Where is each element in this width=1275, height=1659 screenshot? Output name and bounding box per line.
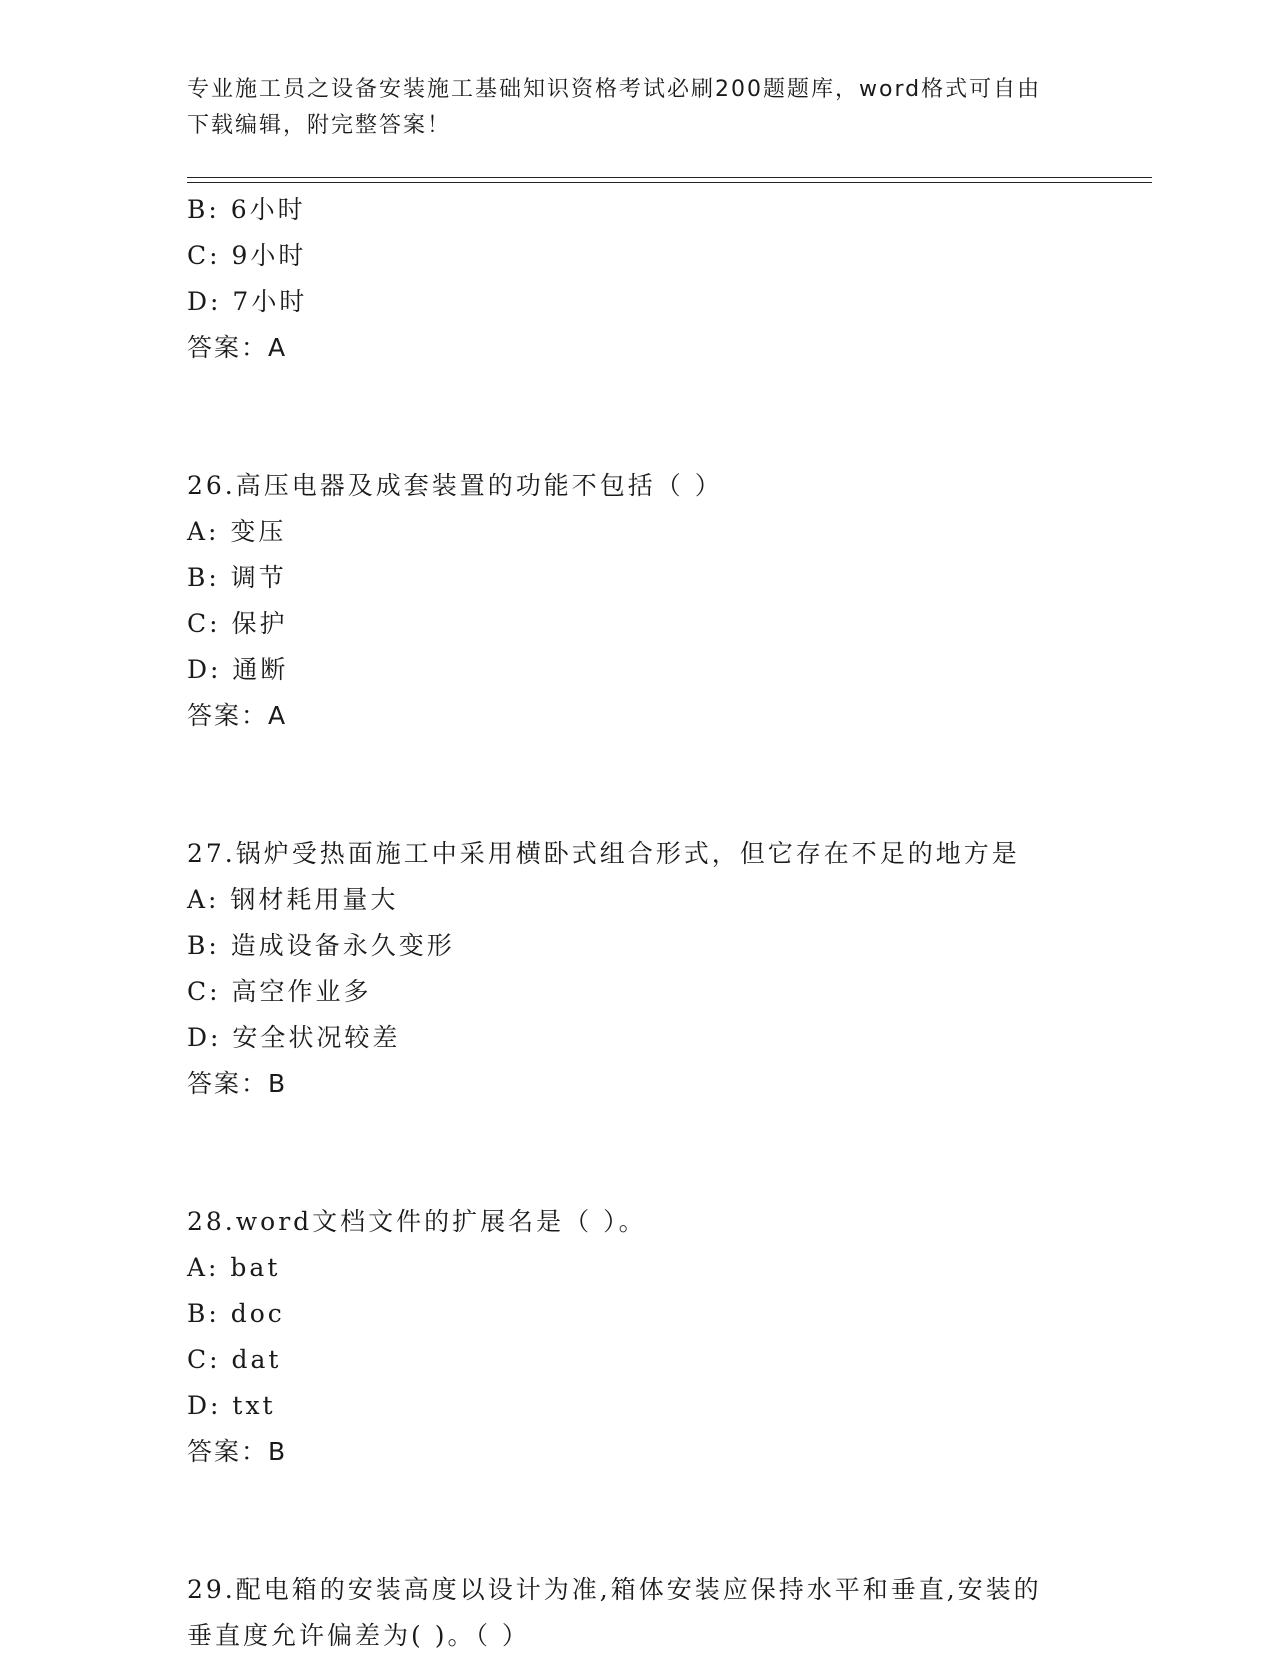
header-divider-top <box>187 177 1152 178</box>
option-a: A: 变压 <box>187 517 287 546</box>
question-content <box>187 187 1147 1659</box>
header-line-1: 专业施工员之设备安装施工基础知识资格考试必刷200题题库，word格式可自由 <box>187 77 1042 102</box>
answer-line: 答案：B <box>187 1437 288 1466</box>
option-d: D: 安全状况较差 <box>187 1023 401 1052</box>
option-b: B: 6小时 <box>187 195 306 224</box>
option-c: C: 高空作业多 <box>187 977 372 1006</box>
option-c: C: 9小时 <box>187 241 307 270</box>
question-stem-line-2: 垂直度允许偏差为( )。（ ） <box>187 1621 530 1650</box>
option-d: D: txt <box>187 1391 276 1420</box>
question-28 <box>187 1199 1147 1475</box>
option-c: C: 保护 <box>187 609 288 638</box>
answer-line: 答案：B <box>187 1069 288 1098</box>
question-stem-line-1: 29.配电箱的安装高度以设计为准,箱体安装应保持水平和垂直,安装的 <box>187 1575 1042 1604</box>
option-b: B: 造成设备永久变形 <box>187 931 455 960</box>
option-b: B: doc <box>187 1299 285 1328</box>
question-25-continued <box>187 187 1147 371</box>
option-a: A: 钢材耗用量大 <box>187 885 399 914</box>
question-27 <box>187 831 1147 1107</box>
answer-line: 答案：A <box>187 701 288 730</box>
header-divider-bottom <box>187 182 1152 183</box>
document-header <box>187 72 1067 144</box>
option-d: D: 7小时 <box>187 287 308 316</box>
question-stem: 26.高压电器及成套装置的功能不包括（ ） <box>187 471 723 500</box>
question-stem: 27.锅炉受热面施工中采用横卧式组合形式，但它存在不足的地方是 <box>187 839 1020 868</box>
question-stem: 28.word文档文件的扩展名是（ ）。 <box>187 1207 647 1236</box>
option-d: D: 通断 <box>187 655 289 684</box>
option-c: C: dat <box>187 1345 282 1374</box>
header-line-2: 下载编辑，附完整答案！ <box>187 113 452 138</box>
question-29 <box>187 1567 1147 1659</box>
answer-line: 答案：A <box>187 333 288 362</box>
question-26 <box>187 463 1147 739</box>
option-b: B: 调节 <box>187 563 287 592</box>
option-a: A: bat <box>187 1253 281 1282</box>
